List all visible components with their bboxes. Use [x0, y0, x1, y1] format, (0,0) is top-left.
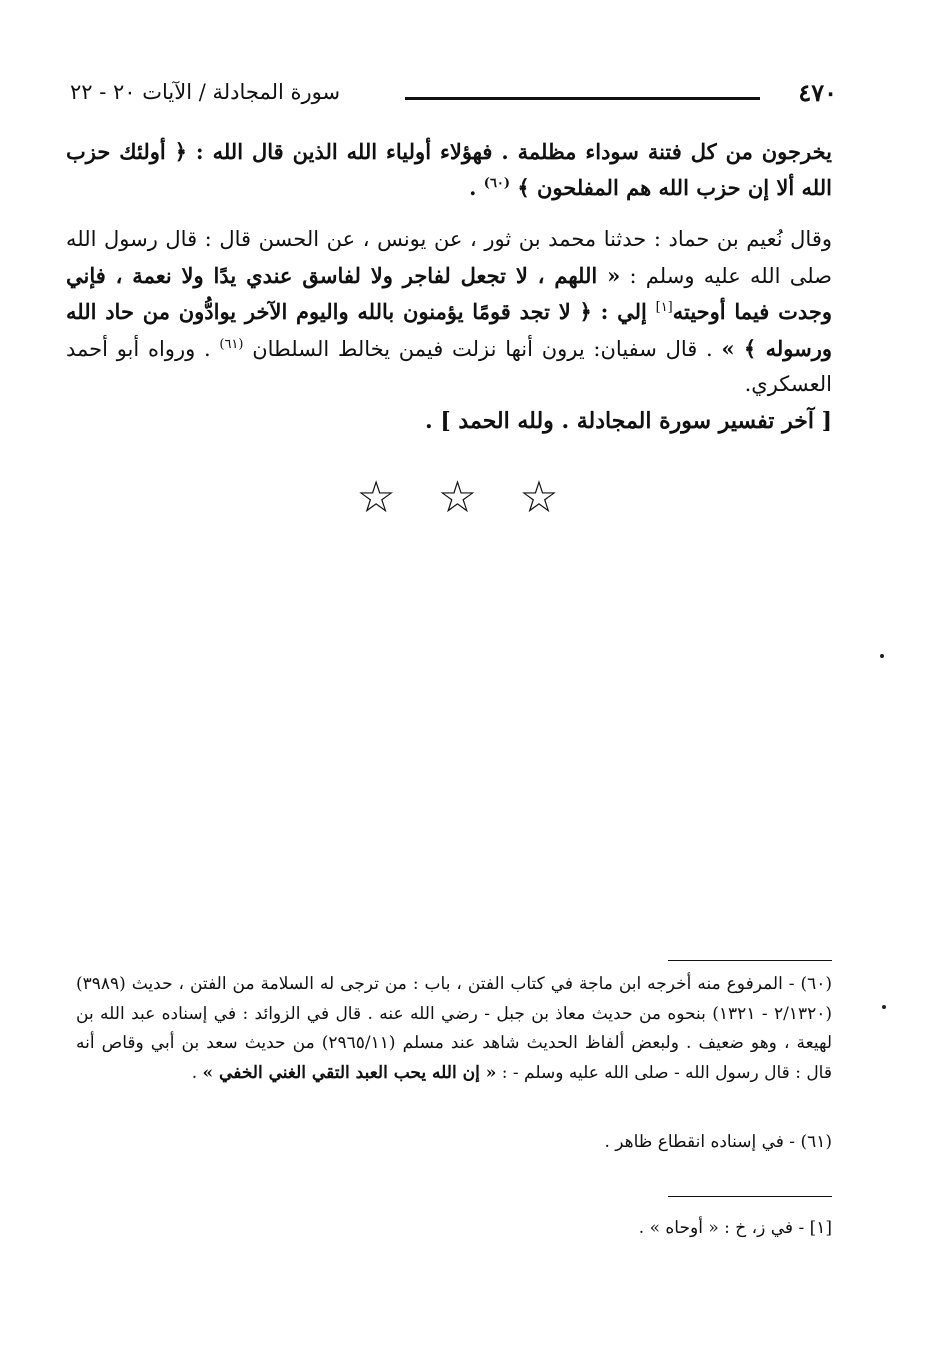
quran-quote: إلي : ﴿ لا تجد قومًا يؤمنون بالله واليوم الآخر يوادُّون من حاد الله ورسوله ﴾ »: [66, 299, 832, 361]
header-rule: [405, 97, 760, 100]
footnote-separator-2: [668, 1196, 832, 1197]
footnote-60: [76, 970, 832, 1088]
footnote-ref-60: (٦٠): [483, 175, 511, 191]
print-speck: [882, 1005, 886, 1009]
footnote-ref-61: (٦١): [219, 336, 244, 352]
paragraph-1-end: .: [469, 174, 477, 200]
paragraph-2: [66, 222, 832, 403]
surah-end-note: [ آخر تفسير سورة المجادلة . ولله الحمد ] .: [425, 408, 832, 434]
section-divider-stars: ☆ ☆ ☆: [356, 472, 573, 523]
print-speck: [880, 654, 884, 658]
paragraph-2-intro: وقال نُعيم بن حماد : حدثنا محمد بن ثور ، عن يونس ، عن الحسن قال : قال رسول الله صلى الله عليه وسلم :: [66, 227, 832, 288]
footnote-ref-1: [١]: [655, 300, 673, 315]
footnote-60-hadith: « إن الله يحب العبد التقي الغني الخفي »: [202, 1062, 497, 1083]
paragraph-2-middle: . قال سفيان: يرون أنها نزلت فيمن يخالط السلطان: [243, 336, 722, 361]
page-number: ٤٧٠: [798, 78, 837, 107]
paragraph-1-text: يخرجون من كل فتنة سوداء مظلمة . فهؤلاء أولياء الله الذين قال الله : ﴿ أولئك حزب الله ألا إن حزب الله هم المفلحون ﴾: [66, 139, 832, 200]
paragraph-1: [66, 134, 832, 205]
hadith-quote: « اللهم ، لا تجعل لفاجر ولا لفاسق عندي يدًا ولا نعمة ، فإني وجدت فيما أوحيته: [66, 262, 832, 324]
footnote-separator: [668, 960, 832, 961]
footnote-60-text: (٦٠) - المرفوع منه أخرجه ابن ماجة في كتاب الفتن ، باب : من ترجى له السلامة من الفتن ، حديث (٣٩٨٩) (٢/١٣٢٠ - ١٣٢١) بنحوه من حديث معاذ بن جبل - رضي الله عنه . قال في الزوائد : في إسناده عبد الله بن لهيعة ، وهو ضعيف . ولبعض ألفاظ الحديث شاهد عند مسلم (٢٩٦٥/١١) من حديث سعد بن أبي وقاص أنه قال : قال رسول الله - صلى الله عليه وسلم - :: [76, 974, 832, 1083]
footnote-60-end: .: [191, 1062, 203, 1083]
running-title: سورة المجادلة / الآيات ٢٠ - ٢٢: [70, 80, 341, 104]
footnote-61: (٦١) - في إسناده انقطاع ظاهر .: [604, 1132, 832, 1152]
footnote-1: [١] - في ز، خ : « أوحاه » .: [638, 1218, 832, 1238]
paragraph-2-end: . ورواه أبو أحمد العسكري.: [66, 336, 832, 396]
